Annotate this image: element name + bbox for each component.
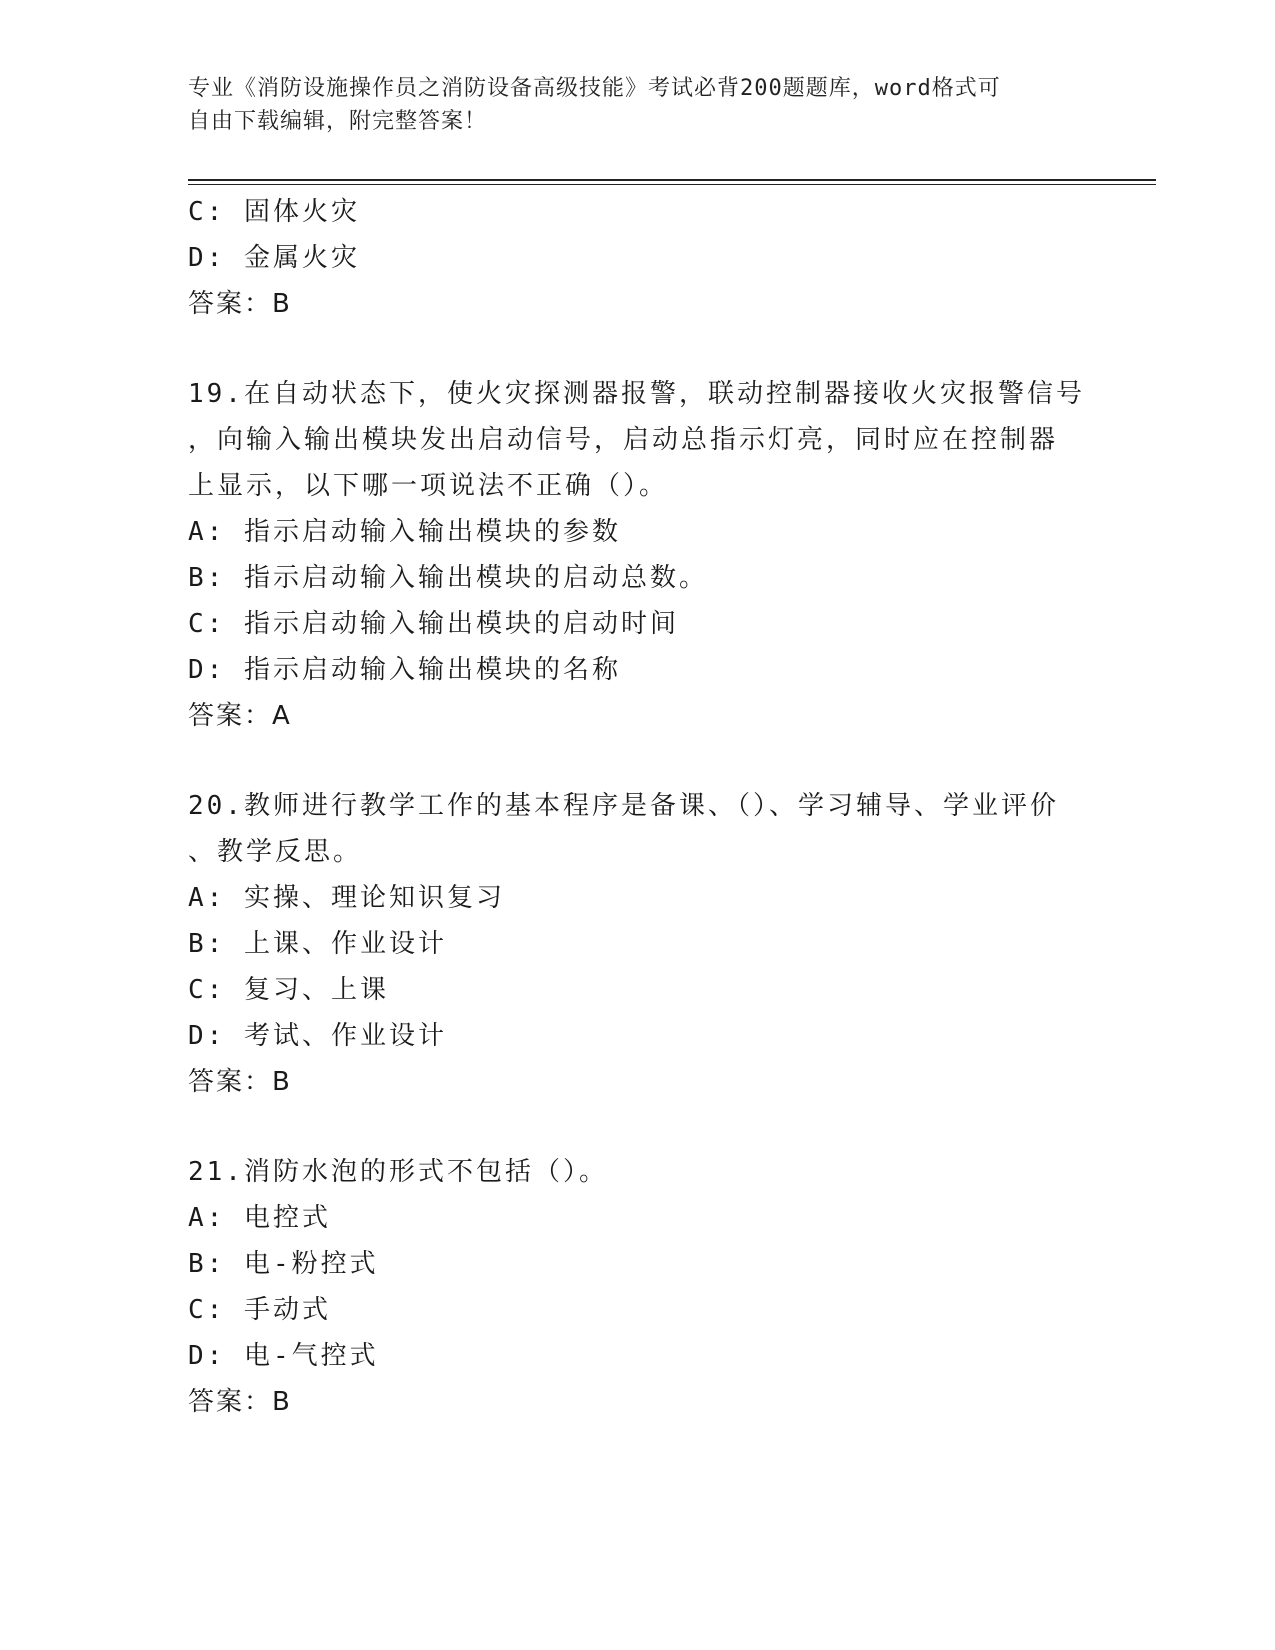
question-text (188, 783, 1118, 875)
question-spacer (188, 1105, 1118, 1149)
question-spacer (188, 739, 1118, 783)
option-c: C: 复习、上课 (188, 975, 389, 1005)
question-21 (188, 1149, 1118, 1425)
option-b: B: 上课、作业设计 (188, 929, 447, 959)
option-d: D: 电-气控式 (188, 1341, 379, 1371)
option-c: C: 指示启动输入输出模块的启动时间 (188, 609, 679, 639)
option-a: A: 指示启动输入输出模块的参数 (188, 517, 621, 547)
question-text-line: 19.在自动状态下，使火灾探测器报警，联动控制器接收火灾报警信号 (188, 379, 1085, 409)
option-b: B: 电-粉控式 (188, 1249, 379, 1279)
option-d: D: 金属火灾 (188, 243, 360, 273)
question-19 (188, 371, 1118, 739)
question-text (188, 371, 1118, 509)
question-text (188, 1149, 1118, 1195)
question-spacer (188, 327, 1118, 371)
option-b: B: 指示启动输入输出模块的启动总数。 (188, 563, 708, 593)
answer-line: 答案：B (188, 289, 292, 319)
question-text-line: 21.消防水泡的形式不包括（）。 (188, 1157, 608, 1187)
header-divider-thick (188, 179, 1156, 181)
header-line-1: 专业《消防设施操作员之消防设备高级技能》考试必背200题题库，word格式可 (188, 76, 1001, 101)
option-a: A: 实操、理论知识复习 (188, 883, 505, 913)
option-d: D: 考试、作业设计 (188, 1021, 447, 1051)
header-divider-thin (188, 184, 1156, 185)
option-c: C: 手动式 (188, 1295, 331, 1325)
header-line-2: 自由下载编辑，附完整答案！ (188, 109, 488, 134)
question-list (188, 189, 1118, 1425)
question-text-line: ，向输入输出模块发出启动信号，启动总指示灯亮，同时应在控制器 (188, 425, 1059, 455)
answer-line: 答案：B (188, 1387, 292, 1417)
question-18-tail (188, 189, 1118, 327)
question-text-line: 20.教师进行教学工作的基本程序是备课、（）、学习辅导、学业评价 (188, 791, 1059, 821)
document-header (188, 72, 1068, 138)
answer-line: 答案：A (188, 701, 292, 731)
question-text-line: 上显示，以下哪一项说法不正确（）。 (188, 471, 669, 501)
question-text-line: 、教学反思。 (188, 837, 363, 867)
option-c: C: 固体火灾 (188, 197, 360, 227)
question-20 (188, 783, 1118, 1105)
option-d: D: 指示启动输入输出模块的名称 (188, 655, 621, 685)
answer-line: 答案：B (188, 1067, 292, 1097)
option-a: A: 电控式 (188, 1203, 331, 1233)
